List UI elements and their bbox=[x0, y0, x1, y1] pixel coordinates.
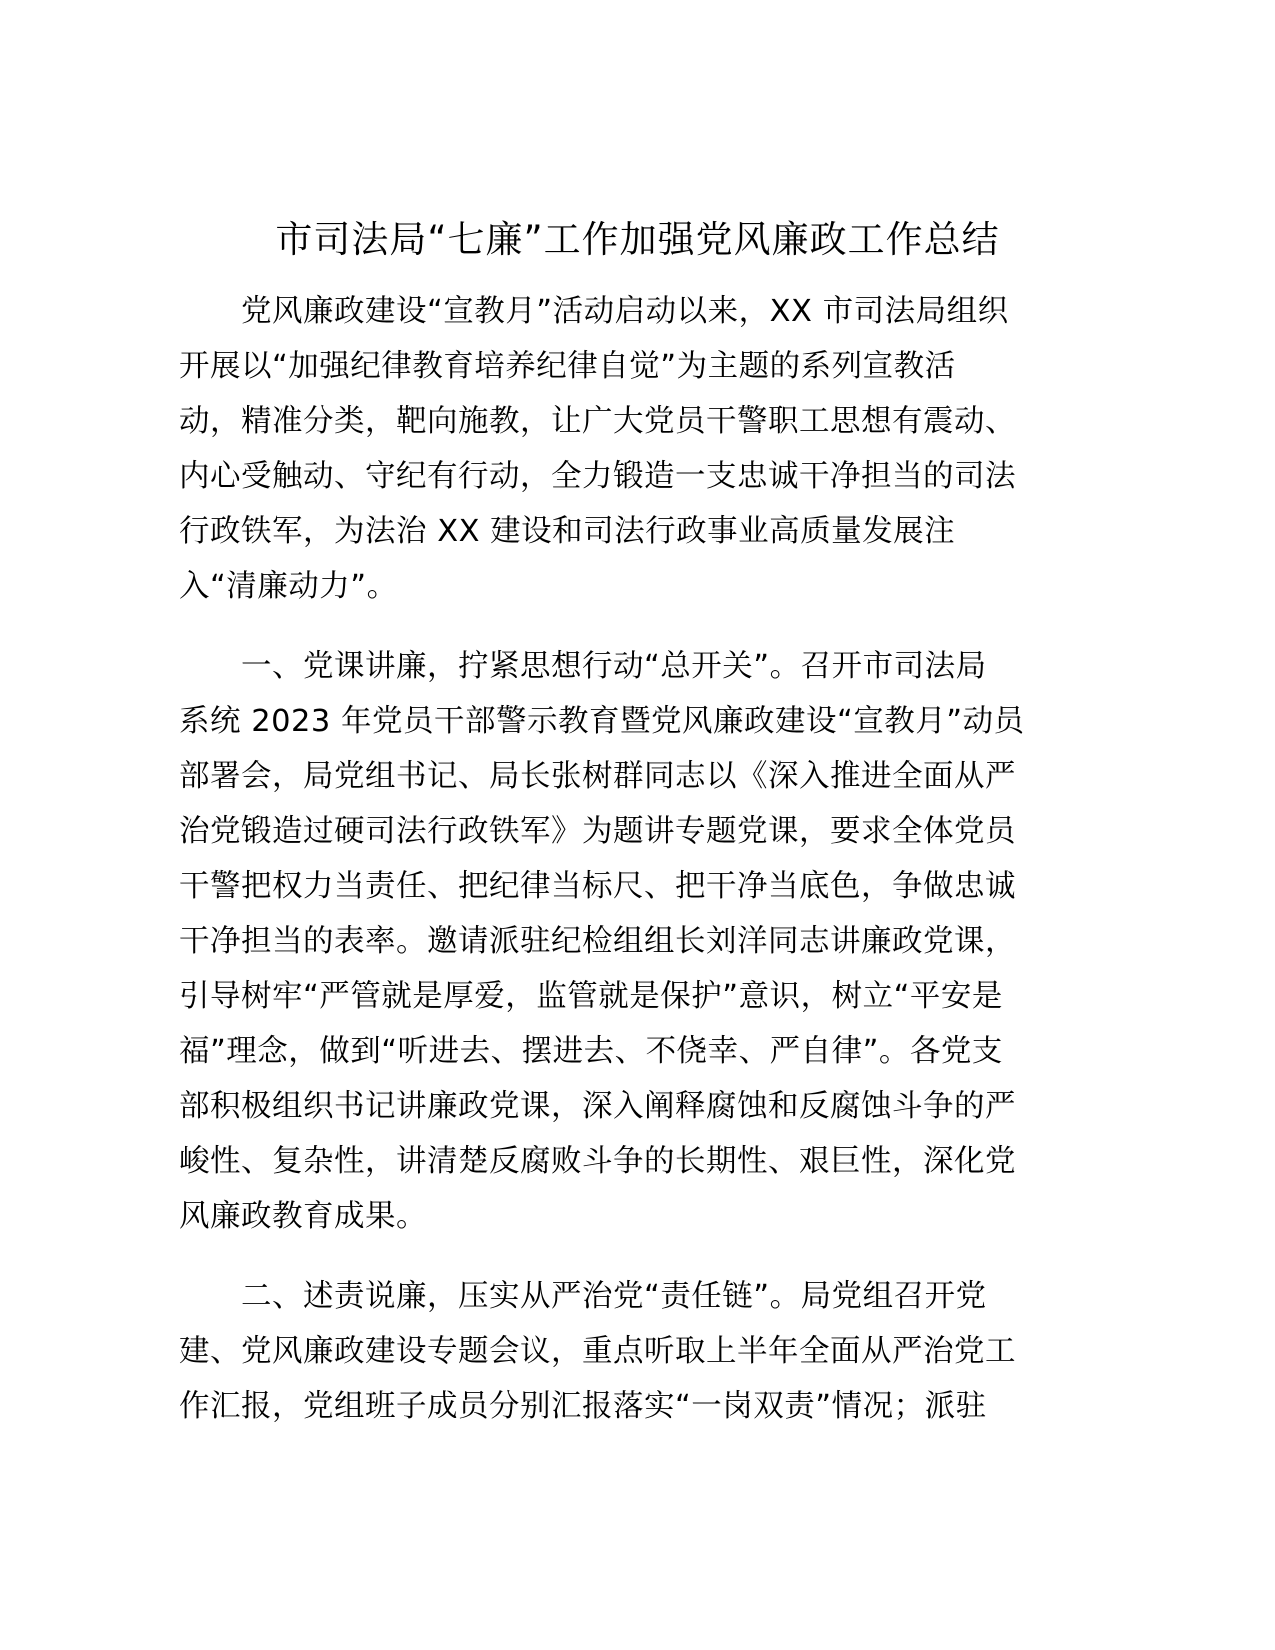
text-line: 二、述责说廉，压实从严治党“责任链”。局党组召开党 bbox=[241, 1279, 987, 1314]
text-line: 风廉政教育成果。 bbox=[179, 1199, 427, 1234]
text-line: 福”理念，做到“听进去、摆进去、不侥幸、严自律”。各党支 bbox=[179, 1034, 1003, 1069]
text-line: 建、党风廉政建设专题会议，重点听取上半年全面从严治党工 bbox=[179, 1334, 1016, 1369]
text-line: 动，精准分类，靶向施教，让广大党员干警职工思想有震动、 bbox=[179, 404, 1016, 439]
text-line: 干净担当的表率。邀请派驻纪检组组长刘洋同志讲廉政党课， bbox=[179, 924, 1016, 959]
text-line: 治党锻造过硬司法行政铁军》为题讲专题党课，要求全体党员 bbox=[179, 814, 1016, 849]
text-line: 系统 2023 年党员干部警示教育暨党风廉政建设“宣教月”动员 bbox=[179, 704, 1025, 739]
paragraph-section-2 bbox=[179, 1269, 1039, 1434]
text-line: 引导树牢“严管就是厚爱，监管就是保护”意识，树立“平安是 bbox=[179, 979, 1003, 1014]
document-title: 市司法局“七廉”工作加强党风廉政工作总结 bbox=[275, 218, 1000, 261]
paragraph-intro bbox=[179, 284, 1039, 614]
text-line: 部署会，局党组书记、局长张树群同志以《深入推进全面从严 bbox=[179, 759, 1016, 794]
text-line: 一、党课讲廉，拧紧思想行动“总开关”。召开市司法局 bbox=[241, 649, 987, 684]
text-line: 开展以“加强纪律教育培养纪律自觉”为主题的系列宣教活 bbox=[179, 349, 956, 384]
text-line: 入“清廉动力”。 bbox=[179, 569, 398, 604]
paragraph-spacer bbox=[179, 1244, 1039, 1269]
text-line: 党风廉政建设“宣教月”活动启动以来，XX 市司法局组织 bbox=[241, 294, 1009, 329]
text-line: 行政铁军，为法治 XX 建设和司法行政事业高质量发展注 bbox=[179, 514, 956, 549]
text-line: 内心受触动、守纪有行动，全力锻造一支忠诚干净担当的司法 bbox=[179, 459, 1016, 494]
text-line: 作汇报，党组班子成员分别汇报落实“一岗双责”情况；派驻 bbox=[179, 1389, 987, 1424]
text-line: 部积极组织书记讲廉政党课，深入阐释腐蚀和反腐蚀斗争的严 bbox=[179, 1089, 1016, 1124]
text-line: 干警把权力当责任、把纪律当标尺、把干净当底色，争做忠诚 bbox=[179, 869, 1016, 904]
paragraph-section-1 bbox=[179, 639, 1039, 1244]
paragraph-spacer bbox=[179, 614, 1039, 639]
text-line: 峻性、复杂性，讲清楚反腐败斗争的长期性、艰巨性，深化党 bbox=[179, 1144, 1016, 1179]
document-body bbox=[179, 284, 1039, 1434]
